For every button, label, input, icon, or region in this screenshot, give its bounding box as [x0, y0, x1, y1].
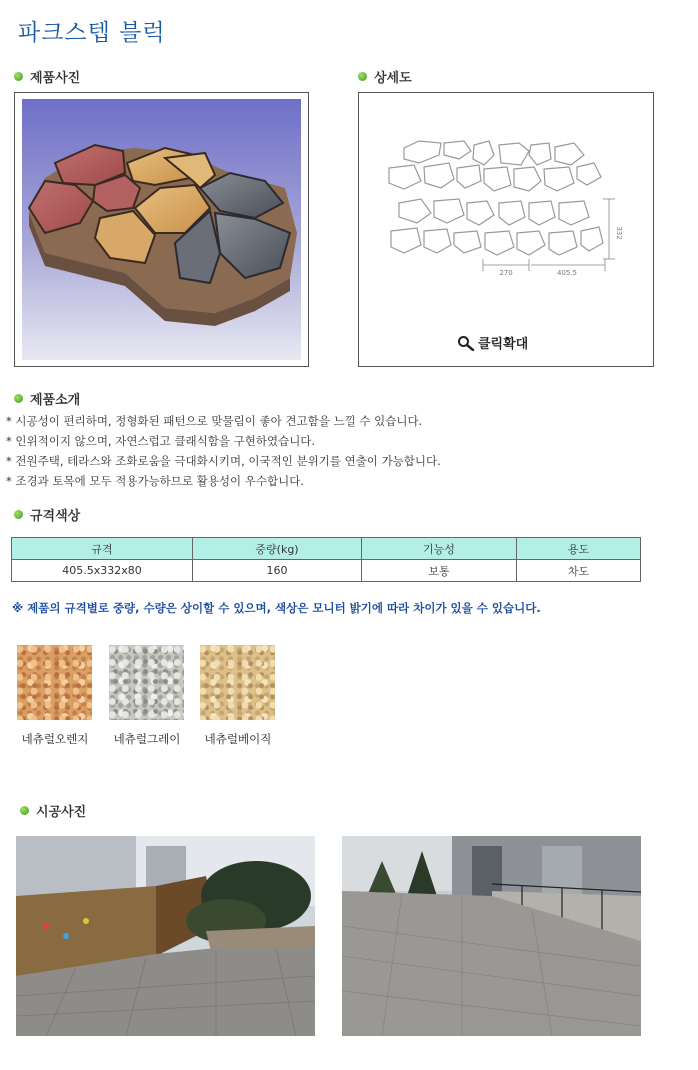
zoom-link[interactable] — [457, 333, 528, 352]
dimension-label: 270 — [499, 269, 513, 277]
swatch-image — [200, 645, 275, 720]
swatch-image — [109, 645, 184, 720]
color-swatch-gray — [109, 645, 184, 720]
product-photo — [15, 93, 308, 366]
green-bullet-icon — [14, 510, 23, 519]
intro-line: * 인위적이지 않으며, 자연스럽고 클래식함을 구현하였습니다. — [6, 434, 316, 448]
table-cell: 보통 — [362, 560, 517, 582]
green-bullet-icon — [20, 806, 29, 815]
table-cell: 405.5x332x80 — [12, 560, 193, 582]
table-header: 기능성 — [362, 538, 517, 560]
table-header: 중량(kg) — [193, 538, 362, 560]
color-swatch-beige — [200, 645, 275, 720]
intro-line: * 조경과 토목에 모두 적용가능하므로 활용성이 우수합니다. — [6, 474, 304, 488]
section-title: 제품소개 — [30, 393, 81, 408]
table-row — [12, 560, 641, 582]
page-title: 파크스텝 블럭 — [18, 20, 166, 46]
section-title: 상세도 — [374, 71, 412, 86]
detail-drawing — [359, 93, 653, 313]
intro-line: * 시공성이 편리하며, 정형화된 패턴으로 맞물림이 좋아 견고함을 느낄 수 있습니다. — [6, 414, 423, 428]
swatch-label: 네츄럴베이직 — [204, 732, 272, 746]
construction-photo-2 — [342, 836, 641, 1036]
section-header-photo — [14, 67, 80, 86]
swatch-label: 네츄럴그레이 — [113, 732, 181, 746]
intro-line: * 전원주택, 테라스와 조화로움을 극대화시키며, 이국적인 분위기를 연출이 가능합니다. — [6, 454, 441, 468]
table-header-row — [12, 538, 641, 560]
section-title: 제품사진 — [30, 71, 81, 86]
green-bullet-icon — [14, 72, 23, 81]
notice-text: ※ 제품의 규격별로 중량, 수량은 상이할 수 있으며, 색상은 모니터 밝기에 따라 차이가 있을 수 있습니다. — [12, 601, 541, 615]
section-title: 규격색상 — [30, 509, 81, 524]
magnifier-icon — [457, 335, 475, 351]
section-header-intro — [14, 389, 80, 408]
table-cell: 차도 — [517, 560, 641, 582]
section-header-detail — [358, 67, 412, 86]
section-title: 시공사진 — [36, 805, 87, 820]
table-header: 용도 — [517, 538, 641, 560]
swatch-image — [17, 645, 92, 720]
section-header-spec — [14, 505, 80, 524]
detail-drawing-frame[interactable] — [358, 92, 654, 367]
green-bullet-icon — [358, 72, 367, 81]
section-header-construction — [20, 801, 86, 820]
dimension-label: 332 — [615, 226, 623, 240]
swatch-label: 네츄럴오렌지 — [21, 732, 89, 746]
product-photo-frame — [14, 92, 309, 367]
color-swatch-orange — [17, 645, 92, 720]
table-cell: 160 — [193, 560, 362, 582]
spec-table — [11, 537, 641, 582]
dimension-label: 405.5 — [556, 269, 578, 277]
zoom-label: 클릭확대 — [478, 337, 529, 352]
construction-photo-1 — [16, 836, 315, 1036]
green-bullet-icon — [14, 394, 23, 403]
table-header: 규격 — [12, 538, 193, 560]
